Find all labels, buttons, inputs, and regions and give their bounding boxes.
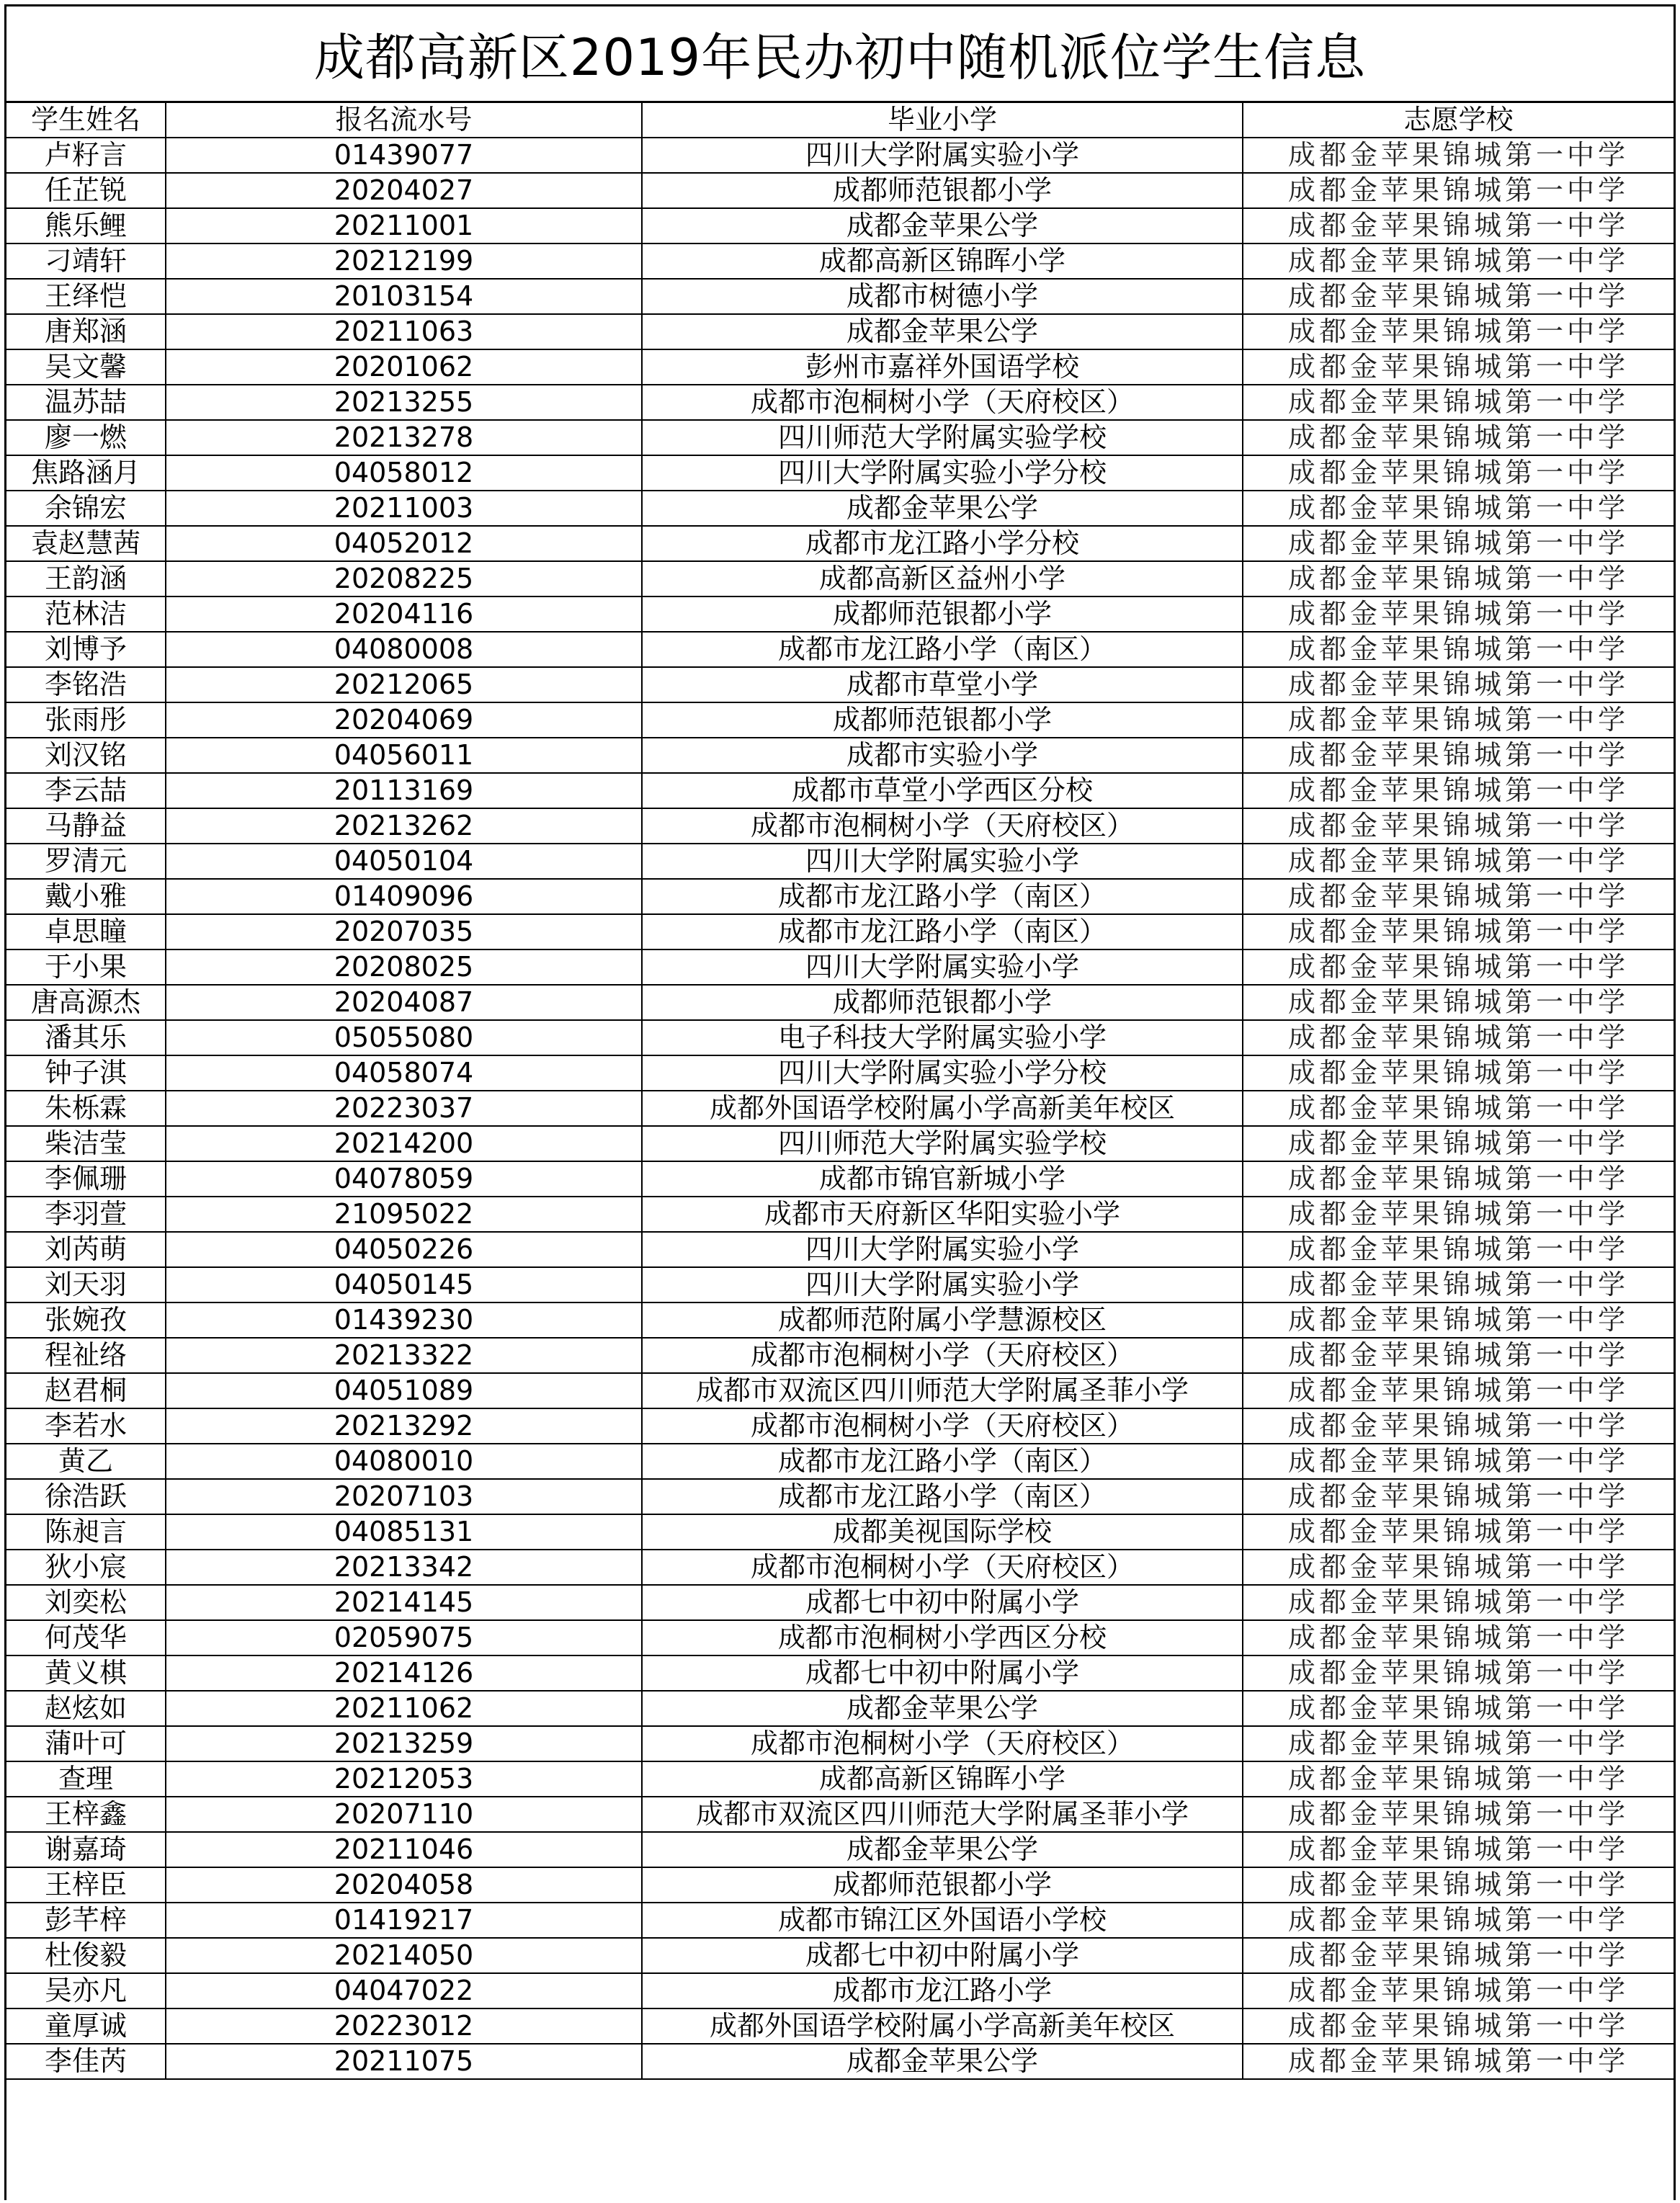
serial-number-cell: 20212065 <box>166 667 642 702</box>
primary-school-cell: 成都金苹果公学 <box>642 1832 1243 1867</box>
serial-number-cell: 21095022 <box>166 1197 642 1232</box>
student-name-cell: 王绎恺 <box>6 279 166 314</box>
choice-school-cell: 成都金苹果锦城第一中学 <box>1243 879 1674 914</box>
table-row <box>6 667 1674 702</box>
student-name-cell: 熊乐鲤 <box>6 208 166 243</box>
table-row <box>6 914 1674 949</box>
student-name-cell: 廖一燃 <box>6 420 166 455</box>
serial-number-cell: 20211003 <box>166 491 642 526</box>
student-name-cell: 何茂华 <box>6 1620 166 1655</box>
serial-number-cell: 01439230 <box>166 1302 642 1338</box>
student-name-cell: 唐高源杰 <box>6 985 166 1020</box>
spreadsheet <box>4 4 1676 2200</box>
primary-school-cell: 四川大学附属实验小学 <box>642 1232 1243 1267</box>
primary-school-cell: 成都市锦江区外国语小学校 <box>642 1903 1243 1938</box>
primary-school-cell: 成都市实验小学 <box>642 738 1243 773</box>
serial-number-cell: 20204116 <box>166 596 642 632</box>
table-row <box>6 949 1674 985</box>
student-name-cell: 戴小雅 <box>6 879 166 914</box>
choice-school-cell: 成都金苹果锦城第一中学 <box>1243 491 1674 526</box>
serial-number-cell: 20214050 <box>166 1938 642 1973</box>
primary-school-cell: 四川师范大学附属实验学校 <box>642 420 1243 455</box>
primary-school-cell: 成都市泡桐树小学（天府校区） <box>642 1338 1243 1373</box>
primary-school-cell: 成都市泡桐树小学（天府校区） <box>642 1726 1243 1761</box>
table-row <box>6 1550 1674 1585</box>
primary-school-cell: 彭州市嘉祥外国语学校 <box>642 349 1243 385</box>
primary-school-cell: 成都市龙江路小学（南区） <box>642 879 1243 914</box>
primary-school-cell: 成都市泡桐树小学（天府校区） <box>642 1408 1243 1444</box>
table-row <box>6 1903 1674 1938</box>
choice-school-cell: 成都金苹果锦城第一中学 <box>1243 173 1674 208</box>
table-row <box>6 491 1674 526</box>
table-row <box>6 208 1674 243</box>
serial-number-cell: 20208025 <box>166 949 642 985</box>
choice-school-cell: 成都金苹果锦城第一中学 <box>1243 1091 1674 1126</box>
choice-school-cell: 成都金苹果锦城第一中学 <box>1243 773 1674 808</box>
serial-number-cell: 20211001 <box>166 208 642 243</box>
choice-school-cell: 成都金苹果锦城第一中学 <box>1243 632 1674 667</box>
primary-school-cell: 成都师范银都小学 <box>642 173 1243 208</box>
choice-school-cell: 成都金苹果锦城第一中学 <box>1243 1655 1674 1691</box>
serial-number-cell: 20207110 <box>166 1797 642 1832</box>
primary-school-cell: 成都外国语学校附属小学高新美年校区 <box>642 2008 1243 2044</box>
choice-school-cell: 成都金苹果锦城第一中学 <box>1243 279 1674 314</box>
serial-number-cell: 20113169 <box>166 773 642 808</box>
table-row <box>6 773 1674 808</box>
primary-school-cell: 成都市双流区四川师范大学附属圣菲小学 <box>642 1797 1243 1832</box>
table-row <box>6 738 1674 773</box>
table-row <box>6 1408 1674 1444</box>
choice-school-cell: 成都金苹果锦城第一中学 <box>1243 2044 1674 2079</box>
serial-number-cell: 20213259 <box>166 1726 642 1761</box>
choice-school-cell: 成都金苹果锦城第一中学 <box>1243 1550 1674 1585</box>
table-row <box>6 1867 1674 1903</box>
table-row <box>6 1267 1674 1302</box>
student-name-cell: 温苏喆 <box>6 385 166 420</box>
primary-school-cell: 成都七中初中附属小学 <box>642 1938 1243 1973</box>
choice-school-cell: 成都金苹果锦城第一中学 <box>1243 738 1674 773</box>
student-name-cell: 王梓鑫 <box>6 1797 166 1832</box>
choice-school-cell: 成都金苹果锦城第一中学 <box>1243 1055 1674 1091</box>
student-name-cell: 陈昶言 <box>6 1514 166 1550</box>
serial-number-cell: 04080008 <box>166 632 642 667</box>
choice-school-cell: 成都金苹果锦城第一中学 <box>1243 385 1674 420</box>
header-student-name: 学生姓名 <box>6 103 166 138</box>
choice-school-cell: 成都金苹果锦城第一中学 <box>1243 949 1674 985</box>
student-name-cell: 狄小宸 <box>6 1550 166 1585</box>
table-row <box>6 596 1674 632</box>
table-row <box>6 1373 1674 1408</box>
table-row <box>6 279 1674 314</box>
serial-number-cell: 20213322 <box>166 1338 642 1373</box>
primary-school-cell: 成都高新区益州小学 <box>642 561 1243 596</box>
table-row <box>6 1055 1674 1091</box>
choice-school-cell: 成都金苹果锦城第一中学 <box>1243 1302 1674 1338</box>
choice-school-cell: 成都金苹果锦城第一中学 <box>1243 1232 1674 1267</box>
choice-school-cell: 成都金苹果锦城第一中学 <box>1243 1585 1674 1620</box>
student-name-cell: 刘博予 <box>6 632 166 667</box>
choice-school-cell: 成都金苹果锦城第一中学 <box>1243 1338 1674 1373</box>
table-body <box>6 103 1674 2079</box>
serial-number-cell: 20213255 <box>166 385 642 420</box>
student-name-cell: 卢籽言 <box>6 138 166 173</box>
serial-number-cell: 20103154 <box>166 279 642 314</box>
student-name-cell: 刁靖轩 <box>6 243 166 279</box>
student-name-cell: 余锦宏 <box>6 491 166 526</box>
student-name-cell: 李佩珊 <box>6 1161 166 1197</box>
student-name-cell: 刘汉铭 <box>6 738 166 773</box>
student-name-cell: 任芷锐 <box>6 173 166 208</box>
serial-number-cell: 04078059 <box>166 1161 642 1197</box>
serial-number-cell: 04047022 <box>166 1973 642 2008</box>
student-name-cell: 钟子淇 <box>6 1055 166 1091</box>
primary-school-cell: 四川大学附属实验小学分校 <box>642 455 1243 491</box>
primary-school-cell: 成都市泡桐树小学（天府校区） <box>642 385 1243 420</box>
student-name-cell: 赵君桐 <box>6 1373 166 1408</box>
serial-number-cell: 20207103 <box>166 1479 642 1514</box>
primary-school-cell: 四川大学附属实验小学 <box>642 844 1243 879</box>
choice-school-cell: 成都金苹果锦城第一中学 <box>1243 914 1674 949</box>
table-row <box>6 1973 1674 2008</box>
primary-school-cell: 四川大学附属实验小学 <box>642 1267 1243 1302</box>
choice-school-cell: 成都金苹果锦城第一中学 <box>1243 1267 1674 1302</box>
choice-school-cell: 成都金苹果锦城第一中学 <box>1243 1373 1674 1408</box>
primary-school-cell: 成都市龙江路小学分校 <box>642 526 1243 561</box>
serial-number-cell: 20211063 <box>166 314 642 349</box>
table-row <box>6 1197 1674 1232</box>
serial-number-cell: 04052012 <box>166 526 642 561</box>
table-row <box>6 1020 1674 1055</box>
serial-number-cell: 05055080 <box>166 1020 642 1055</box>
choice-school-cell: 成都金苹果锦城第一中学 <box>1243 844 1674 879</box>
table-row <box>6 1726 1674 1761</box>
primary-school-cell: 成都金苹果公学 <box>642 208 1243 243</box>
serial-number-cell: 04080010 <box>166 1444 642 1479</box>
serial-number-cell: 04051089 <box>166 1373 642 1408</box>
choice-school-cell: 成都金苹果锦城第一中学 <box>1243 1832 1674 1867</box>
student-name-cell: 柴洁莹 <box>6 1126 166 1161</box>
choice-school-cell: 成都金苹果锦城第一中学 <box>1243 455 1674 491</box>
serial-number-cell: 20213262 <box>166 808 642 844</box>
serial-number-cell: 20213342 <box>166 1550 642 1585</box>
table-row <box>6 243 1674 279</box>
primary-school-cell: 成都市龙江路小学（南区） <box>642 914 1243 949</box>
table-row <box>6 1126 1674 1161</box>
student-name-cell: 于小果 <box>6 949 166 985</box>
choice-school-cell: 成都金苹果锦城第一中学 <box>1243 596 1674 632</box>
primary-school-cell: 成都市泡桐树小学西区分校 <box>642 1620 1243 1655</box>
primary-school-cell: 成都市草堂小学 <box>642 667 1243 702</box>
serial-number-cell: 20214145 <box>166 1585 642 1620</box>
choice-school-cell: 成都金苹果锦城第一中学 <box>1243 420 1674 455</box>
serial-number-cell: 02059075 <box>166 1620 642 1655</box>
table-row <box>6 808 1674 844</box>
student-name-cell: 赵炫如 <box>6 1691 166 1726</box>
choice-school-cell: 成都金苹果锦城第一中学 <box>1243 349 1674 385</box>
student-name-cell: 黄义棋 <box>6 1655 166 1691</box>
student-name-cell: 唐郑涵 <box>6 314 166 349</box>
table-row <box>6 2044 1674 2079</box>
student-name-cell: 徐浩跃 <box>6 1479 166 1514</box>
choice-school-cell: 成都金苹果锦城第一中学 <box>1243 1126 1674 1161</box>
primary-school-cell: 成都七中初中附属小学 <box>642 1655 1243 1691</box>
table-row <box>6 844 1674 879</box>
choice-school-cell: 成都金苹果锦城第一中学 <box>1243 1761 1674 1797</box>
choice-school-cell: 成都金苹果锦城第一中学 <box>1243 1797 1674 1832</box>
choice-school-cell: 成都金苹果锦城第一中学 <box>1243 1903 1674 1938</box>
serial-number-cell: 01419217 <box>166 1903 642 1938</box>
table-row <box>6 1938 1674 1973</box>
primary-school-cell: 成都市锦官新城小学 <box>642 1161 1243 1197</box>
header-choice-school: 志愿学校 <box>1243 103 1674 138</box>
choice-school-cell: 成都金苹果锦城第一中学 <box>1243 1973 1674 2008</box>
table-row <box>6 1832 1674 1867</box>
serial-number-cell: 20207035 <box>166 914 642 949</box>
student-name-cell: 彭芊梓 <box>6 1903 166 1938</box>
serial-number-cell: 04058012 <box>166 455 642 491</box>
student-name-cell: 杜俊毅 <box>6 1938 166 1973</box>
serial-number-cell: 20223012 <box>166 2008 642 2044</box>
choice-school-cell: 成都金苹果锦城第一中学 <box>1243 1726 1674 1761</box>
serial-number-cell: 20211075 <box>166 2044 642 2079</box>
serial-number-cell: 04050104 <box>166 844 642 879</box>
choice-school-cell: 成都金苹果锦城第一中学 <box>1243 985 1674 1020</box>
serial-number-cell: 20208225 <box>166 561 642 596</box>
student-name-cell: 朱栎霖 <box>6 1091 166 1126</box>
serial-number-cell: 20212053 <box>166 1761 642 1797</box>
choice-school-cell: 成都金苹果锦城第一中学 <box>1243 2008 1674 2044</box>
serial-number-cell: 20204027 <box>166 173 642 208</box>
table-row <box>6 173 1674 208</box>
student-name-cell: 刘天羽 <box>6 1267 166 1302</box>
choice-school-cell: 成都金苹果锦城第一中学 <box>1243 314 1674 349</box>
choice-school-cell: 成都金苹果锦城第一中学 <box>1243 1620 1674 1655</box>
student-name-cell: 童厚诚 <box>6 2008 166 2044</box>
table-row <box>6 349 1674 385</box>
header-row <box>6 103 1674 138</box>
student-name-cell: 吴文馨 <box>6 349 166 385</box>
choice-school-cell: 成都金苹果锦城第一中学 <box>1243 1514 1674 1550</box>
choice-school-cell: 成都金苹果锦城第一中学 <box>1243 1444 1674 1479</box>
serial-number-cell: 04050226 <box>166 1232 642 1267</box>
student-name-cell: 张婉孜 <box>6 1302 166 1338</box>
primary-school-cell: 成都金苹果公学 <box>642 314 1243 349</box>
choice-school-cell: 成都金苹果锦城第一中学 <box>1243 702 1674 738</box>
student-name-cell: 刘芮萌 <box>6 1232 166 1267</box>
primary-school-cell: 成都外国语学校附属小学高新美年校区 <box>642 1091 1243 1126</box>
serial-number-cell: 20211046 <box>166 1832 642 1867</box>
choice-school-cell: 成都金苹果锦城第一中学 <box>1243 243 1674 279</box>
choice-school-cell: 成都金苹果锦城第一中学 <box>1243 208 1674 243</box>
table-row <box>6 1338 1674 1373</box>
primary-school-cell: 四川师范大学附属实验学校 <box>642 1126 1243 1161</box>
primary-school-cell: 成都市龙江路小学 <box>642 1973 1243 2008</box>
table-row <box>6 632 1674 667</box>
table-row <box>6 1585 1674 1620</box>
sheet-title: 成都高新区2019年民办初中随机派位学生信息 <box>6 6 1674 103</box>
choice-school-cell: 成都金苹果锦城第一中学 <box>1243 138 1674 173</box>
table-row <box>6 2008 1674 2044</box>
student-name-cell: 李若水 <box>6 1408 166 1444</box>
choice-school-cell: 成都金苹果锦城第一中学 <box>1243 808 1674 844</box>
serial-number-cell: 20214126 <box>166 1655 642 1691</box>
primary-school-cell: 成都市泡桐树小学（天府校区） <box>642 808 1243 844</box>
serial-number-cell: 01409096 <box>166 879 642 914</box>
student-name-cell: 罗清元 <box>6 844 166 879</box>
table-row <box>6 455 1674 491</box>
choice-school-cell: 成都金苹果锦城第一中学 <box>1243 1938 1674 1973</box>
student-table <box>6 103 1674 2080</box>
serial-number-cell: 01439077 <box>166 138 642 173</box>
student-name-cell: 程祉络 <box>6 1338 166 1373</box>
student-name-cell: 潘其乐 <box>6 1020 166 1055</box>
table-row <box>6 1514 1674 1550</box>
header-primary-school: 毕业小学 <box>642 103 1243 138</box>
primary-school-cell: 成都市龙江路小学（南区） <box>642 632 1243 667</box>
student-name-cell: 王梓臣 <box>6 1867 166 1903</box>
table-row <box>6 1091 1674 1126</box>
table-row <box>6 1691 1674 1726</box>
table-row <box>6 1161 1674 1197</box>
table-row <box>6 1232 1674 1267</box>
student-name-cell: 蒲叶可 <box>6 1726 166 1761</box>
student-name-cell: 张雨彤 <box>6 702 166 738</box>
serial-number-cell: 20211062 <box>166 1691 642 1726</box>
table-row <box>6 1655 1674 1691</box>
table-row <box>6 985 1674 1020</box>
primary-school-cell: 四川大学附属实验小学分校 <box>642 1055 1243 1091</box>
serial-number-cell: 20223037 <box>166 1091 642 1126</box>
primary-school-cell: 成都美视国际学校 <box>642 1514 1243 1550</box>
serial-number-cell: 20214200 <box>166 1126 642 1161</box>
student-name-cell: 李羽萱 <box>6 1197 166 1232</box>
serial-number-cell: 04058074 <box>166 1055 642 1091</box>
primary-school-cell: 四川大学附属实验小学 <box>642 138 1243 173</box>
primary-school-cell: 成都金苹果公学 <box>642 1691 1243 1726</box>
choice-school-cell: 成都金苹果锦城第一中学 <box>1243 561 1674 596</box>
serial-number-cell: 20212199 <box>166 243 642 279</box>
primary-school-cell: 成都市草堂小学西区分校 <box>642 773 1243 808</box>
student-name-cell: 李铭浩 <box>6 667 166 702</box>
primary-school-cell: 成都师范附属小学慧源校区 <box>642 1302 1243 1338</box>
primary-school-cell: 成都高新区锦晖小学 <box>642 1761 1243 1797</box>
student-name-cell: 刘奕松 <box>6 1585 166 1620</box>
table-row <box>6 138 1674 173</box>
primary-school-cell: 成都高新区锦晖小学 <box>642 243 1243 279</box>
serial-number-cell: 20204058 <box>166 1867 642 1903</box>
choice-school-cell: 成都金苹果锦城第一中学 <box>1243 1408 1674 1444</box>
header-serial-number: 报名流水号 <box>166 103 642 138</box>
choice-school-cell: 成都金苹果锦城第一中学 <box>1243 1197 1674 1232</box>
student-name-cell: 谢嘉琦 <box>6 1832 166 1867</box>
serial-number-cell: 04050145 <box>166 1267 642 1302</box>
student-name-cell: 查理 <box>6 1761 166 1797</box>
table-row <box>6 1761 1674 1797</box>
table-row <box>6 1444 1674 1479</box>
student-name-cell: 焦路涵月 <box>6 455 166 491</box>
choice-school-cell: 成都金苹果锦城第一中学 <box>1243 1867 1674 1903</box>
student-name-cell: 李云喆 <box>6 773 166 808</box>
table-row <box>6 385 1674 420</box>
table-row <box>6 1797 1674 1832</box>
choice-school-cell: 成都金苹果锦城第一中学 <box>1243 1161 1674 1197</box>
primary-school-cell: 成都师范银都小学 <box>642 1867 1243 1903</box>
student-name-cell: 李佳芮 <box>6 2044 166 2079</box>
table-row <box>6 1302 1674 1338</box>
table-row <box>6 526 1674 561</box>
table-row <box>6 420 1674 455</box>
table-row <box>6 314 1674 349</box>
student-name-cell: 范林洁 <box>6 596 166 632</box>
choice-school-cell: 成都金苹果锦城第一中学 <box>1243 1020 1674 1055</box>
primary-school-cell: 电子科技大学附属实验小学 <box>642 1020 1243 1055</box>
student-name-cell: 吴亦凡 <box>6 1973 166 2008</box>
primary-school-cell: 成都市树德小学 <box>642 279 1243 314</box>
serial-number-cell: 20201062 <box>166 349 642 385</box>
primary-school-cell: 成都金苹果公学 <box>642 2044 1243 2079</box>
primary-school-cell: 成都七中初中附属小学 <box>642 1585 1243 1620</box>
primary-school-cell: 成都师范银都小学 <box>642 702 1243 738</box>
serial-number-cell: 20213278 <box>166 420 642 455</box>
serial-number-cell: 04085131 <box>166 1514 642 1550</box>
primary-school-cell: 成都市龙江路小学（南区） <box>642 1479 1243 1514</box>
table-row <box>6 879 1674 914</box>
choice-school-cell: 成都金苹果锦城第一中学 <box>1243 1479 1674 1514</box>
primary-school-cell: 成都市龙江路小学（南区） <box>642 1444 1243 1479</box>
table-row <box>6 1479 1674 1514</box>
student-name-cell: 马静益 <box>6 808 166 844</box>
serial-number-cell: 04056011 <box>166 738 642 773</box>
primary-school-cell: 成都市双流区四川师范大学附属圣菲小学 <box>642 1373 1243 1408</box>
primary-school-cell: 成都师范银都小学 <box>642 985 1243 1020</box>
student-name-cell: 袁赵慧茜 <box>6 526 166 561</box>
table-row <box>6 561 1674 596</box>
primary-school-cell: 成都金苹果公学 <box>642 491 1243 526</box>
student-name-cell: 卓思瞳 <box>6 914 166 949</box>
table-row <box>6 702 1674 738</box>
serial-number-cell: 20204087 <box>166 985 642 1020</box>
choice-school-cell: 成都金苹果锦城第一中学 <box>1243 667 1674 702</box>
student-name-cell: 黄乙 <box>6 1444 166 1479</box>
serial-number-cell: 20213292 <box>166 1408 642 1444</box>
serial-number-cell: 20204069 <box>166 702 642 738</box>
choice-school-cell: 成都金苹果锦城第一中学 <box>1243 1691 1674 1726</box>
table-row <box>6 1620 1674 1655</box>
student-name-cell: 王韵涵 <box>6 561 166 596</box>
primary-school-cell: 四川大学附属实验小学 <box>642 949 1243 985</box>
primary-school-cell: 成都市泡桐树小学（天府校区） <box>642 1550 1243 1585</box>
primary-school-cell: 成都师范银都小学 <box>642 596 1243 632</box>
primary-school-cell: 成都市天府新区华阳实验小学 <box>642 1197 1243 1232</box>
choice-school-cell: 成都金苹果锦城第一中学 <box>1243 526 1674 561</box>
